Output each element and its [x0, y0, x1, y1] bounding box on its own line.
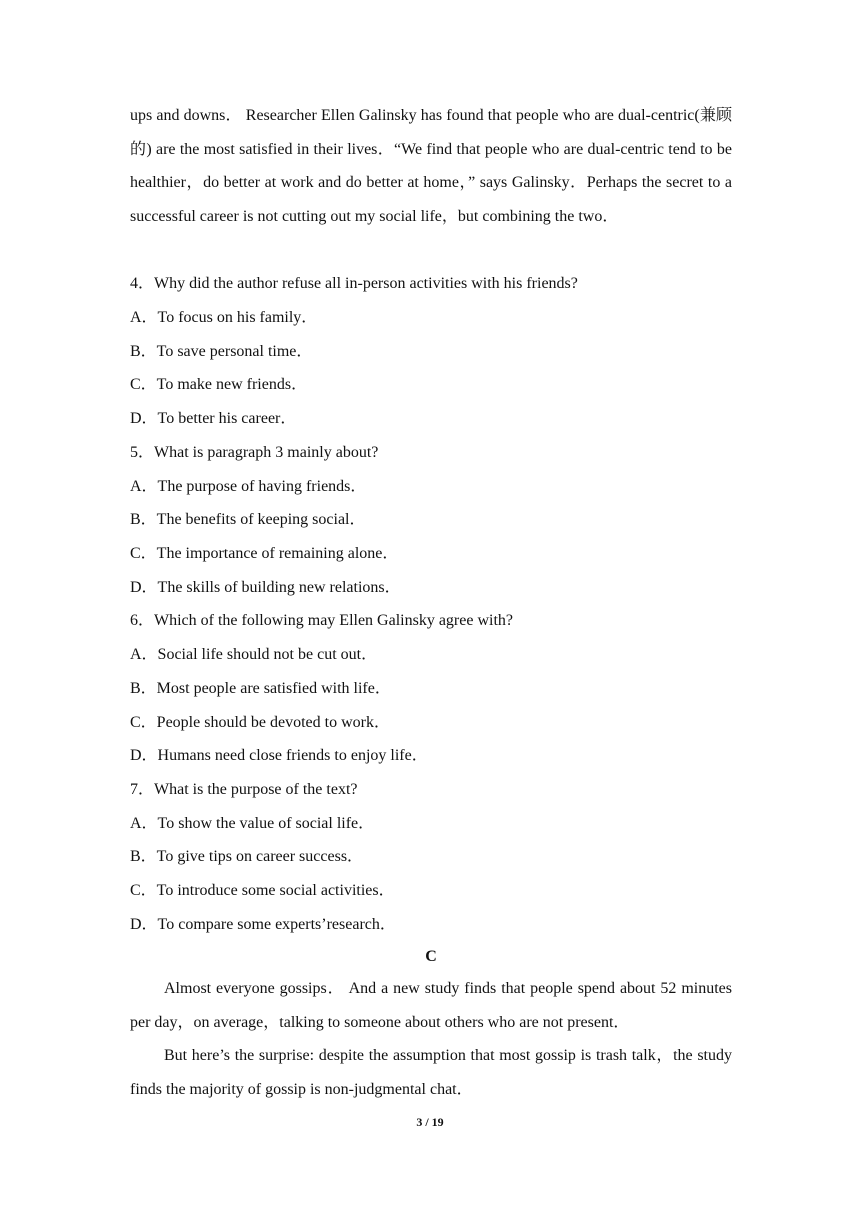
answer-option: C．To make new friends． [130, 376, 308, 393]
question-stem: 6．Which of the following may Ellen Galinsky agree with? [130, 612, 514, 629]
answer-option: B．To save personal time． [130, 343, 313, 360]
passage-b-closing-paragraph: ups and downs． Researcher Ellen Galinsky has found that people who are dual-centric(兼顾的) are the most satisfied in their lives．“We find that people who are dual-centric tend to be healthier，do better at work and do better at home，” says Galinsky．Perhaps the secret to a successful career is not cutting out my social life，but combining the two． [130, 107, 732, 225]
answer-option: A．To focus on his family． [130, 309, 318, 326]
answer-option: D．To better his career． [130, 410, 297, 427]
answer-option: B．The benefits of keeping social． [130, 511, 366, 528]
answer-option: B．To give tips on career success． [130, 848, 364, 865]
section-c-heading: C [425, 948, 437, 965]
answer-option: A．To show the value of social life． [130, 815, 375, 832]
answer-option: D．The skills of building new relations． [130, 579, 401, 596]
answer-option: B．Most people are satisfied with life． [130, 680, 391, 697]
answer-option: D．To compare some experts’research． [130, 916, 396, 933]
section-c-paragraph: But here’s the surprise: despite the assumption that most gossip is trash talk，the study finds the majority of gossip is non-judgmental chat． [130, 1047, 732, 1098]
section-c-paragraph: Almost everyone gossips． And a new study finds that people spend about 52 minutes per day，on average，talking to someone about others who are not present． [130, 980, 732, 1031]
answer-option: C．People should be devoted to work． [130, 714, 390, 731]
answer-option: C．The importance of remaining alone． [130, 545, 399, 562]
question-stem: 7．What is the purpose of the text? [130, 781, 358, 798]
answer-option: D．Humans need close friends to enjoy life． [130, 747, 428, 764]
answer-option: A．Social life should not be cut out． [130, 646, 378, 663]
question-stem: 4．Why did the author refuse all in-person activities with his friends? [130, 275, 578, 292]
question-stem: 5．What is paragraph 3 mainly about? [130, 444, 379, 461]
page-number: 3 / 19 [416, 1115, 444, 1129]
answer-option: C．To introduce some social activities． [130, 882, 395, 899]
answer-option: A．The purpose of having friends． [130, 478, 367, 495]
